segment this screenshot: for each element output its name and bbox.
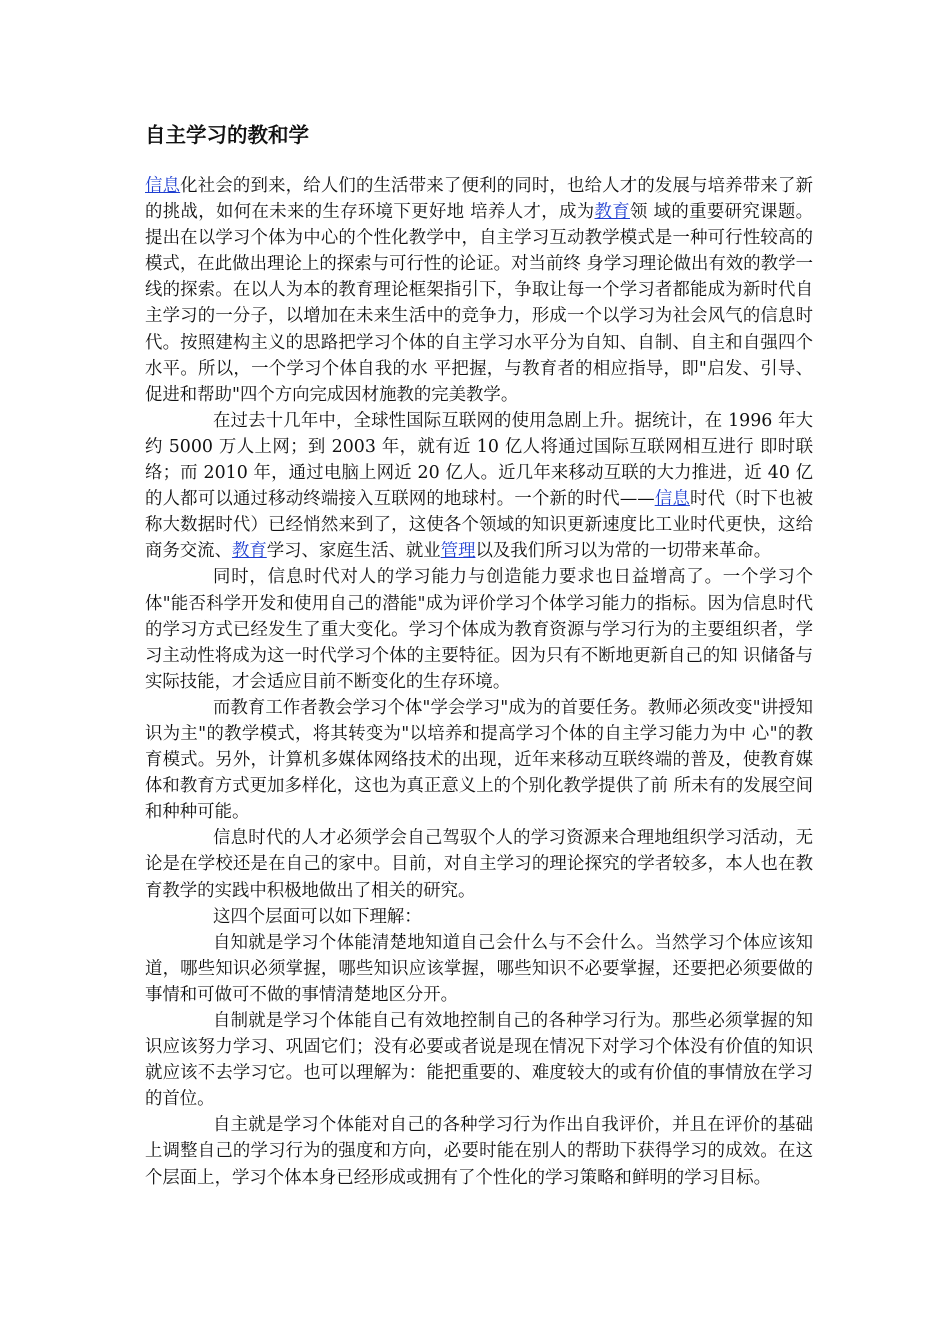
text-span: 在过去十几年中，全球性国际互联网的使用急剧上升。据统计，在 1996 年大约 5000 万人上网；到 2003 年，就有近 10 亿人将通过国际互联网相互进行 即时联络；而 2010 年，通过电脑上网近 20 亿人。近几年来移动互联的大力推进，近 40 亿的人都可以通过移动终端接入互联网的地球村。一个新的时代—— (145, 410, 813, 510)
text-span: 学习、家庭生活、就业 (266, 541, 441, 562)
document-title: 自主学习的教和学 (145, 123, 309, 147)
link-xinxi-2[interactable]: 信息 (654, 489, 691, 510)
link-xinxi[interactable]: 信息 (145, 176, 181, 196)
link-jiaoyu-2[interactable]: 教育 (231, 541, 267, 562)
document-page (145, 118, 813, 1191)
paragraph-educators: 而教育工作者教会学习个体"学会学习"成为的首要任务。教师必须改变"讲授知识为主"的教学模式，将其转变为"以培养和提高学习个体的自主学习能力为中 心"的教育模式。另外，计算机多媒体网络技术的出现，近年来移动互联终端的普及，使教育媒体和教育方式更加多样化，这也为真正意义上的个别化教学提供了前 所未有的发展空间和种种可能。 (145, 697, 813, 823)
text-span: 化社会的到来，给人们的生活带来了便利的同时，也给人才的发展与培养带来了新的挑战，如何在未来的生存环境下更好地 培养人才，成为 (145, 176, 813, 223)
paragraph-four-levels: 这四个层面可以如下理解： (213, 906, 422, 927)
text-span: 以及我们所习以为常的一切带来革命。 (475, 541, 772, 562)
paragraph-self-knowledge: 自知就是学习个体能清楚地知道自己会什么与不会什么。当然学习个体应该知道，哪些知识必须掌握，哪些知识应该掌握，哪些知识不必要掌握，还要把必须要做的事情和可做可不做的事情清楚地区分开。 (145, 932, 813, 1005)
link-jiaoyu[interactable]: 教育 (594, 202, 631, 223)
text-span: 领 域的重要研究课题。提出在以学习个体为中心的个性化教学中，自主学习互动教学模式是一种可行性较高的模式，在此做出理论上的探索与可行性的论证。对当前终 身学习理论做出有效的教学一线的探索。在以人为本的教育理论框架指引下，争取让每一个学习者都能成为新时代自主学习的一分子，以增加在未来生活中的竞争力，形成一个以学习为社会风气的信息时代。按照建构主义的思路把学习个体的自主学习水平分为自知、自制、自主和自强四个水平。所以，一个学习个体自我的水 平把握，与教育者的相应指导，即"启发、引导、促进和帮助"四个方向完成因材施教的完美教学。 (145, 202, 813, 405)
link-guanli[interactable]: 管理 (440, 541, 476, 562)
paragraph-autonomy: 自主就是学习个体能对自己的各种学习行为作出自我评价，并且在评价的基础上调整自己的学习行为的强度和方向，必要时能在别人的帮助下获得学习的成效。在这个层面上，学习个体本身已经形成或拥有了个性化的学习策略和鲜明的学习目标。 (145, 1115, 813, 1188)
paragraph-internet (145, 408, 813, 565)
paragraph-self-control: 自制就是学习个体能自己有效地控制自己的各种学习行为。那些必须掌握的知识应该努力学习、巩固它们；没有必要或者说是现在情况下对学习个体没有价值的知识就应该不去学习它。也可以理解为：能把重要的、难度较大的或有价值的事情放在学习的首位。 (145, 1011, 813, 1110)
paragraph-talent: 信息时代的人才必须学会自己驾驭个人的学习资源来合理地组织学习活动，无论是在学校还是在自己的家中。目前，对自主学习的理论探究的学者较多，本人也在教育教学的实践中积极地做出了相关的研究。 (145, 828, 813, 901)
text-span: 时代（时下也被称大数据时代）已经悄然来到了，这使各个领域的知识更新速度比工业时代更快，这给商务交流、 (145, 489, 813, 562)
paragraph-learning-ability: 同时，信息时代对人的学习能力与创造能力要求也日益增高了。一个学习个体"能否科学开发和使用自己的潜能"成为评价学习个体学习能力的指标。因为信息时代 的学习方式已经发生了重大变化。学习个体成为教育资源与学习行为的主要组织者，学习主动性将成为这一时代学习个体的主要特征。因为只有不断地更新自己的知 识储备与实际技能，才会适应目前不断变化的生存环境。 (145, 567, 813, 692)
paragraph-intro (145, 173, 813, 408)
